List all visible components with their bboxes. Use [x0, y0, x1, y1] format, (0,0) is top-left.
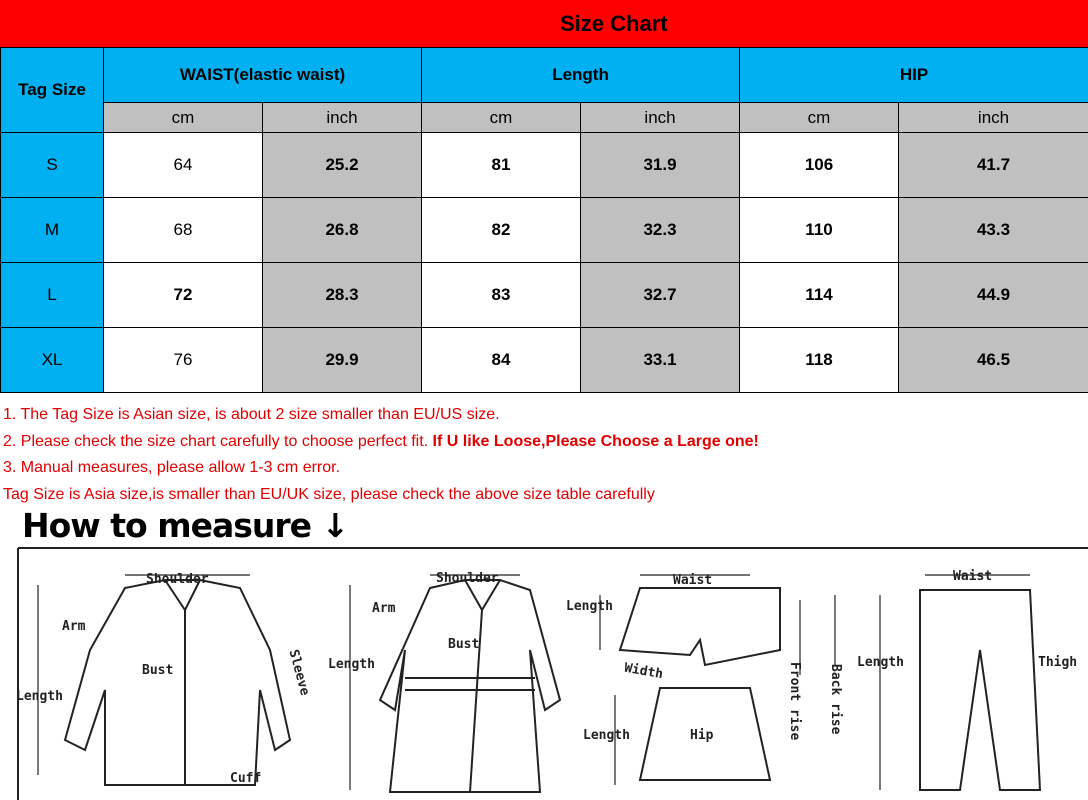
label-front-rise: Front rise: [787, 662, 802, 741]
length-cm-cell: 84: [422, 328, 581, 393]
waist-inch-cell: 26.8: [263, 198, 422, 263]
table-row: [1, 263, 1088, 328]
size-cell: XL: [1, 328, 104, 393]
subheader-length-cm: cm: [422, 103, 581, 133]
note-2-emphasis: If U like Loose,Please Choose a Large one!: [432, 432, 759, 450]
header-tag-size: Tag Size: [1, 48, 104, 133]
shirt-outline: [65, 580, 290, 785]
coat-outline: [380, 580, 560, 792]
label-shoulder-2: Shoulder: [436, 571, 499, 586]
label-length-3: Length: [566, 599, 613, 614]
coat-collar: [465, 580, 500, 792]
length-inch-cell: 31.9: [581, 133, 740, 198]
waist-cm-cell: 76: [104, 328, 263, 393]
measure-illustration: [0, 500, 1088, 800]
label-hip: Hip: [690, 728, 714, 743]
note-2-text: 2. Please check the size chart carefully to choose perfect fit.: [3, 432, 433, 450]
note-3: 3. Manual measures, please allow 1-3 cm error.: [3, 459, 341, 476]
waist-inch-cell: 25.2: [263, 133, 422, 198]
length-inch-cell: 33.1: [581, 328, 740, 393]
hip-inch-cell: 44.9: [899, 263, 1088, 328]
chart-title: Size Chart: [560, 11, 668, 36]
notes: [3, 402, 759, 508]
label-cuff: Cuff: [230, 771, 262, 786]
waist-cm-cell: 64: [104, 133, 263, 198]
shirt-collar: [165, 580, 200, 785]
hip-cm-cell: 114: [740, 263, 899, 328]
how-to-measure-title: How to measure ↓: [22, 506, 349, 545]
table-row: [1, 133, 1088, 198]
length-cm-cell: 82: [422, 198, 581, 263]
subheader-waist-inch: inch: [263, 103, 422, 133]
title-bar: [0, 0, 1088, 48]
subheader-length-inch: inch: [581, 103, 740, 133]
note-4: Tag Size is Asia size,is smaller than EU/UK size, please check the above size table carefully: [3, 485, 655, 503]
subheader-hip-inch: inch: [899, 103, 1088, 133]
label-arm-2: Arm: [372, 601, 396, 616]
hip-inch-cell: 46.5: [899, 328, 1088, 393]
hip-cm-cell: 118: [740, 328, 899, 393]
length-inch-cell: 32.3: [581, 198, 740, 263]
size-cell: M: [1, 198, 104, 263]
label-sleeve: Sleeve: [285, 648, 313, 698]
label-back-rise: Back rise: [828, 664, 843, 735]
waist-inch-cell: 28.3: [263, 263, 422, 328]
hip-cm-cell: 106: [740, 133, 899, 198]
label-bust: Bust: [142, 663, 174, 678]
hip-inch-cell: 41.7: [899, 133, 1088, 198]
hip-cm-cell: 110: [740, 198, 899, 263]
waist-cm-cell: 72: [104, 263, 263, 328]
length-cm-cell: 81: [422, 133, 581, 198]
label-shoulder: Shoulder: [146, 572, 209, 587]
label-length-5: Length: [857, 655, 904, 670]
label-bust-2: Bust: [448, 637, 480, 652]
header-hip: HIP: [740, 48, 1088, 103]
note-1: 1. The Tag Size is Asian size, is about 2 size smaller than EU/US size.: [3, 406, 500, 423]
coat-belt: [405, 678, 535, 690]
length-inch-cell: 32.7: [581, 263, 740, 328]
size-cell: L: [1, 263, 104, 328]
waist-cm-cell: 68: [104, 198, 263, 263]
shorts-outline: [620, 588, 780, 665]
size-table: [0, 47, 1088, 393]
length-cm-cell: 83: [422, 263, 581, 328]
pants-outline: [920, 590, 1040, 790]
label-arm: Arm: [62, 619, 86, 634]
header-waist: WAIST(elastic waist): [104, 48, 422, 103]
waist-inch-cell: 29.9: [263, 328, 422, 393]
table-row: [1, 198, 1088, 263]
note-2: [3, 429, 759, 456]
label-width: Width: [622, 660, 665, 683]
label-length-4: Length: [583, 728, 630, 743]
subheader-hip-cm: cm: [740, 103, 899, 133]
label-length: Length: [16, 689, 63, 704]
subheader-waist-cm: cm: [104, 103, 263, 133]
hip-inch-cell: 43.3: [899, 198, 1088, 263]
label-waist: Waist: [673, 573, 713, 588]
label-thigh: Thigh: [1038, 655, 1078, 670]
header-length: Length: [422, 48, 740, 103]
label-length-2: Length: [328, 657, 375, 672]
size-cell: S: [1, 133, 104, 198]
label-waist-2: Waist: [953, 569, 993, 584]
table-row: [1, 328, 1088, 393]
